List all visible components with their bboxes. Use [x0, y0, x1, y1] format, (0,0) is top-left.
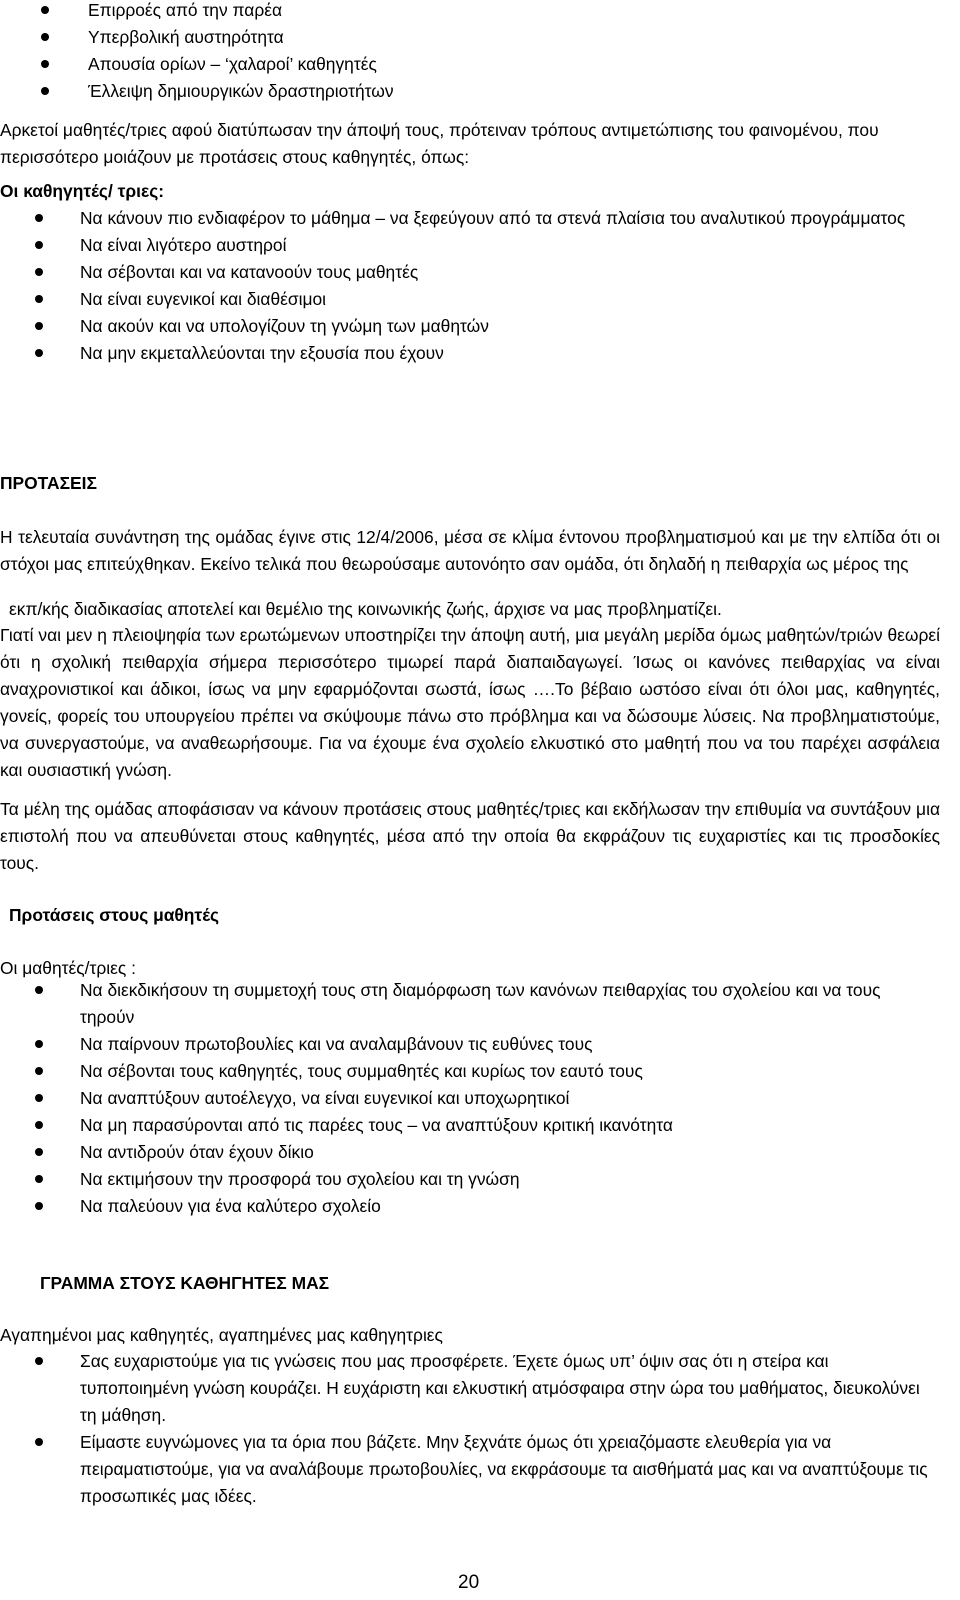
proposals-text-1b: Εκείνο τελικά που θεωρούσαμε αυτονόητο σαν ομάδα, ότι δηλαδή η πειθαρχία ως μέρος της	[200, 554, 909, 574]
students-heading: Προτάσεις στους μαθητές	[9, 905, 220, 925]
proposals-paragraph-3: Γιατί ναι μεν η πλειοψηφία των ερωτώμενων υποστηρίζει την άποψη αυτή, μια μεγάλη μερίδα όμως μαθητών/τριών θεωρεί ότι η σχολική πειθαρχία σήμερα περισσότερο τιμωρεί παρά διαπαιδαγωγεί. Ίσως οι κανόνες πειθαρχίας να είναι αναχρονιστικοί και άδικοι, ίσως να μην εφαρμόζονται σωστά, ίσως ….Το βέβαιο ωστόσο είναι ότι όλοι μας, καθηγητές, γονείς, φορείς του υπουργείου πρέπει να σκύψουμε πάνω στο πρόβλημα και να δώσουμε λύσεις. Να προβληματιστούμε, να συνεργαστούμε, να αναθεωρήσουμε. Για να έχουμε ένα σχολείο ελκυστικό στο μαθητή που να του παρέχει ασφάλεια και ουσιαστική γνώση.	[0, 625, 940, 780]
list-item: Να αναπτύξουν αυτοέλεγχο, να είναι ευγενικοί και υποχωρητικοί	[80, 1085, 930, 1112]
teachers-heading: Οι καθηγητές/ τριες:	[0, 181, 165, 201]
list-item: Να κάνουν πιο ενδιαφέρον το μάθημα – να ξεφεύγουν από τα στενά πλαίσια του αναλυτικού προγράμματος	[80, 205, 930, 232]
list-item: Να μη παρασύρονται από τις παρέες τους – να αναπτύξουν κριτική ικανότητα	[80, 1112, 930, 1139]
teachers-bullet-list	[80, 205, 930, 367]
list-item: Έλλειψη δημιουργικών δραστηριοτήτων	[88, 78, 938, 105]
proposals-paragraph-2: εκπ/κής διαδικασίας αποτελεί και θεμέλιο της κοινωνικής ζωής, άρχισε να μας προβληματίζει.	[9, 599, 722, 619]
page-number: 20	[458, 1572, 480, 1593]
students-bullet-list	[80, 977, 930, 1220]
list-item: Να αντιδρούν όταν έχουν δίκιο	[80, 1139, 930, 1166]
students-intro: Οι μαθητές/τριες :	[0, 958, 136, 978]
letter-heading: ΓΡΑΜΜΑ ΣΤΟΥΣ ΚΑΘΗΓΗΤΕΣ ΜΑΣ	[40, 1273, 330, 1293]
list-item: Να ακούν και να υπολογίζουν τη γνώμη των μαθητών	[80, 313, 930, 340]
list-item: Να μην εκμεταλλεύονται την εξουσία που έχουν	[80, 340, 930, 367]
list-item: Να διεκδικήσουν τη συμμετοχή τους στη διαμόρφωση των κανόνων πειθαρχίας του σχολείου και να τους τηρούν	[80, 977, 930, 1031]
proposals-paragraph-1	[0, 524, 940, 578]
intro-paragraph: Αρκετοί μαθητές/τριες αφού διατύπωσαν την άποψή τους, πρότειναν τρόπους αντιμετώπισης του φαινομένου, που περισσότερο μοιάζουν με προτάσεις στους καθηγητές, όπως:	[0, 120, 879, 167]
list-item: Να είναι ευγενικοί και διαθέσιμοι	[80, 286, 930, 313]
letter-greeting: Αγαπημένοι μας καθηγητές, αγαπημένες μας καθηγητριες	[0, 1325, 443, 1345]
list-item: Να παίρνουν πρωτοβουλίες και να αναλαμβάνουν τις ευθύνες τους	[80, 1031, 930, 1058]
list-item: Απουσία ορίων – ‘χαλαροί’ καθηγητές	[88, 51, 938, 78]
list-item: Να εκτιμήσουν την προσφορά του σχολείου και τη γνώση	[80, 1166, 930, 1193]
top-bullet-list	[88, 0, 938, 105]
list-item: Σας ευχαριστούμε για τις γνώσεις που μας προσφέρετε. Έχετε όμως υπ’ όψιν σας ότι η στείρα και τυποποιημένη γνώση κουράζει. Η ευχάριστη και ελκυστική ατμόσφαιρα στην ώρα του μαθήματος, διευκολύνει τη μάθηση.	[80, 1348, 930, 1429]
list-item: Είμαστε ευγνώμονες για τα όρια που βάζετε. Μην ξεχνάτε όμως ότι χρειαζόμαστε ελευθερία για να πειραματιστούμε, για να αναλάβουμε πρωτοβουλίες, να εκφράσουμε τα αισθήματά μας και να αναπτύξουμε τις προσωπικές μας ιδέες.	[80, 1429, 930, 1510]
proposals-heading: ΠΡΟΤΑΣΕΙΣ	[0, 473, 97, 493]
proposals-paragraph-4: Τα μέλη της ομάδας αποφάσισαν να κάνουν προτάσεις στους μαθητές/τριες και εκδήλωσαν την επιθυμία να συντάξουν μια επιστολή που να απευθύνεται στους καθηγητές, μέσα από την οποία θα εκφράζουν τις ευχαριστίες και τις προσδοκίες τους.	[0, 799, 940, 873]
list-item: Επιρροές από την παρέα	[88, 0, 938, 24]
list-item: Υπερβολική αυστηρότητα	[88, 24, 938, 51]
letter-bullet-list	[80, 1348, 930, 1510]
list-item: Να παλεύουν για ένα καλύτερο σχολείο	[80, 1193, 930, 1220]
list-item: Να σέβονται τους καθηγητές, τους συμμαθητές και κυρίως τον εαυτό τους	[80, 1058, 930, 1085]
proposals-text-1a: Η τελευταία συνάντηση της ομάδας έγινε στις 12/4/2006, μέσα σε κλίμα έντονου προβληματισμού και με την ελπίδα ότι οι στόχοι μας επιτεύχθηκαν.	[0, 527, 940, 574]
list-item: Να είναι λιγότερο αυστηροί	[80, 232, 930, 259]
list-item: Να σέβονται και να κατανοούν τους μαθητές	[80, 259, 930, 286]
